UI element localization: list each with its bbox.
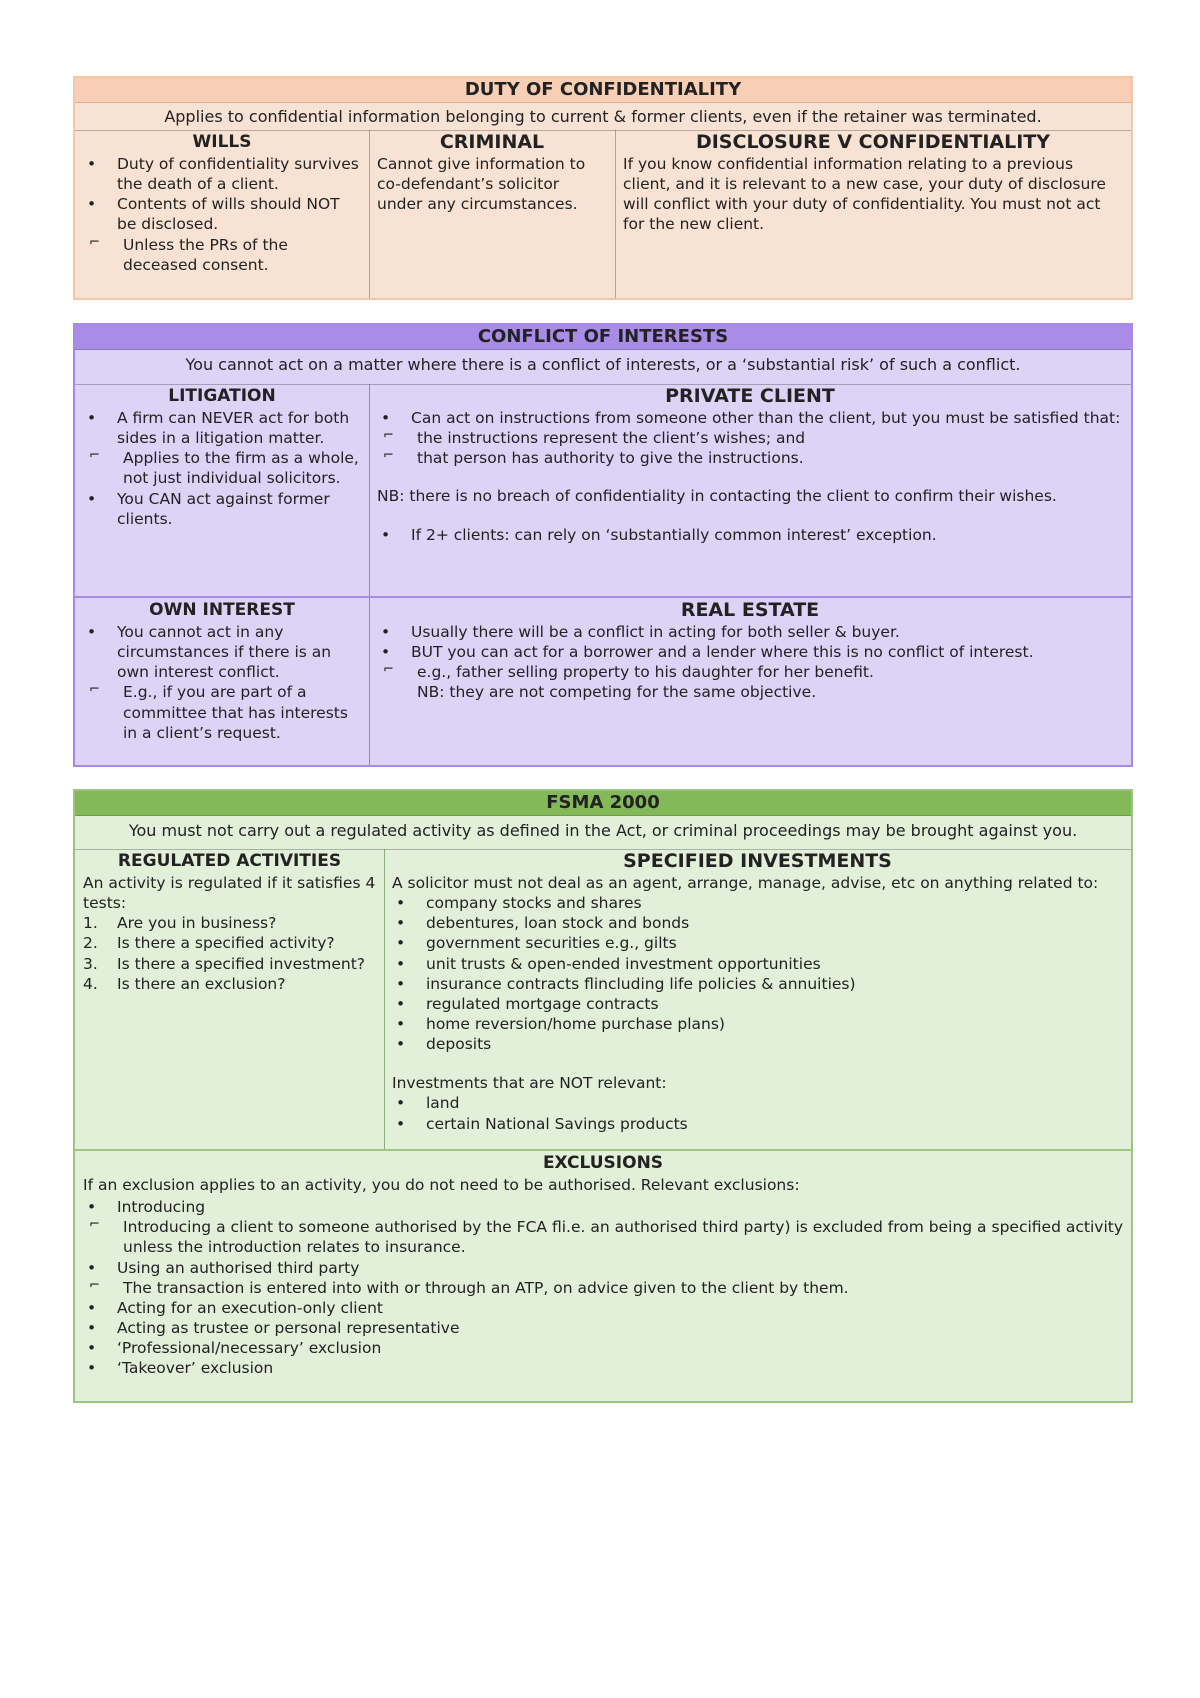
- nb-text: NB: there is no breach of confidentiality in contacting the client to confirm their wishes.: [377, 487, 1057, 506]
- exclusions-heading: EXCLUSIONS: [542, 1153, 664, 1173]
- conflict-of-interests-section: [73, 323, 1133, 767]
- sub-list-item: ⌐ The transaction is entered into with or through an ATP, on advice given to the client by them.: [83, 1278, 1123, 1298]
- criminal-heading: CRIMINAL: [439, 131, 545, 153]
- list-item: 2. Is there a specified activity?: [83, 934, 335, 953]
- list-item: • regulated mortgage contracts: [392, 994, 1123, 1014]
- disclosure-text: If you know confidential information relating to a previous client, and it is relevant to a new case, your duty of disclosure will conflict with your duty of confidentiality. You must not act for the new client.: [623, 155, 1106, 234]
- private-client-column: [369, 384, 1131, 547]
- list-item: • If 2+ clients: can rely on ‘substantially common interest’ exception.: [377, 525, 1123, 545]
- regulated-activities-heading: REGULATED ACTIVITIES: [117, 851, 342, 871]
- sub-list-item: ⌐ Unless the PRs of the deceased consent.: [83, 235, 361, 275]
- list-item: • land: [392, 1093, 1123, 1113]
- sub-list-item: ⌐ E.g., if you are part of a committee that has interests in a client’s request.: [83, 682, 361, 742]
- regulated-text: An activity is regulated if it satisfies 4 tests:: [83, 874, 376, 913]
- list-item: 4. Is there an exclusion?: [83, 974, 286, 993]
- list-item: • Contents of wills should NOT be disclosed.: [83, 194, 361, 234]
- litigation-column: [75, 384, 369, 531]
- list-item: • Acting as trustee or personal representative: [83, 1318, 1123, 1338]
- sub-list-text: e.g., father selling property to his daughter for her benefit.: [417, 663, 874, 682]
- list-item: • Using an authorised third party: [83, 1258, 1123, 1278]
- fsma-2000-section: [73, 789, 1133, 1403]
- section-title: CONFLICT OF INTERESTS: [75, 325, 1131, 350]
- list-item: • ‘Takeover’ exclusion: [83, 1358, 1123, 1378]
- duty-of-confidentiality-section: [73, 76, 1133, 300]
- specified-text: A solicitor must not deal as an agent, arrange, manage, advise, etc on anything related to:: [392, 874, 1099, 892]
- list-item: • government securities e.g., gilts: [392, 933, 1123, 953]
- list-item: • debentures, loan stock and bonds: [392, 913, 1123, 933]
- nb-text: NB: they are not competing for the same objective.: [417, 683, 817, 702]
- list-item: • unit trusts & open-ended investment opportunities: [392, 954, 1123, 974]
- section-title: DUTY OF CONFIDENTIALITY: [75, 78, 1131, 103]
- list-item: • certain National Savings products: [392, 1114, 1123, 1134]
- list-item: • BUT you can act for a borrower and a lender where this is no conflict of interest.: [377, 642, 1123, 662]
- list-item: • company stocks and shares: [392, 893, 1123, 913]
- list-item: • home reversion/home purchase plans): [392, 1014, 1123, 1034]
- not-relevant-label: Investments that are NOT relevant:: [392, 1074, 667, 1093]
- section-title: FSMA 2000: [75, 791, 1131, 816]
- list-item: • insurance contracts flincluding life policies & annuities): [392, 974, 1123, 994]
- list-item: 1. Are you in business?: [83, 914, 277, 933]
- litigation-heading: LITIGATION: [168, 386, 276, 406]
- list-item: • Usually there will be a conflict in acting for both seller & buyer.: [377, 622, 1123, 642]
- private-client-heading: PRIVATE CLIENT: [665, 385, 835, 407]
- specified-investments-column: [384, 849, 1131, 1136]
- sub-list-item: ⌐ the instructions represent the client’s wishes; and: [377, 428, 1123, 448]
- sub-list-item: [377, 662, 1123, 702]
- sub-list-item: ⌐ that person has authority to give the instructions.: [377, 448, 1123, 468]
- list-item: • Can act on instructions from someone other than the client, but you must be satisfied that:: [377, 408, 1123, 428]
- list-item: 3. Is there a specified investment?: [83, 954, 366, 973]
- list-item: • deposits: [392, 1034, 1123, 1054]
- disclosure-column: [615, 130, 1131, 237]
- list-item: • You CAN act against former clients.: [83, 489, 361, 529]
- criminal-text: Cannot give information to co-defendant’s solicitor under any circumstances.: [377, 155, 586, 214]
- wills-column: [75, 130, 369, 277]
- sub-list-item: ⌐ Applies to the firm as a whole, not just individual solicitors.: [83, 448, 361, 488]
- specified-investments-heading: SPECIFIED INVESTMENTS: [623, 850, 892, 872]
- sub-list-item: ⌐ Introducing a client to someone authorised by the FCA fli.e. an authorised third party) is excluded from being a specified activity unless the introduction relates to insurance.: [83, 1217, 1123, 1257]
- regulated-activities-column: [75, 849, 384, 996]
- wills-heading: WILLS: [192, 132, 252, 152]
- section-intro: You must not carry out a regulated activity as defined in the Act, or criminal proceedings may be brought against you.: [75, 816, 1131, 850]
- real-estate-heading: REAL ESTATE: [680, 599, 820, 621]
- list-item: • Acting for an execution-only client: [83, 1298, 1123, 1318]
- real-estate-column: [369, 598, 1131, 705]
- section-intro: Applies to confidential information belonging to current & former clients, even if the retainer was terminated.: [75, 103, 1131, 131]
- list-item: • You cannot act in any circumstances if there is an own interest conflict.: [83, 622, 361, 682]
- list-item: • A firm can NEVER act for both sides in a litigation matter.: [83, 408, 361, 448]
- exclusions-panel: [75, 1151, 1131, 1380]
- exclusions-text: If an exclusion applies to an activity, you do not need to be authorised. Relevant exclusions:: [83, 1176, 800, 1194]
- own-interest-heading: OWN INTEREST: [149, 600, 295, 620]
- list-item: • Duty of confidentiality survives the death of a client.: [83, 154, 361, 194]
- disclosure-heading: DISCLOSURE V CONFIDENTIALITY: [695, 131, 1051, 153]
- list-item: • ‘Professional/necessary’ exclusion: [83, 1338, 1123, 1358]
- own-interest-column: [75, 598, 369, 745]
- list-item: • Introducing: [83, 1197, 1123, 1217]
- section-intro: You cannot act on a matter where there is a conflict of interests, or a ‘substantial risk’ of such a conflict.: [75, 350, 1131, 385]
- criminal-column: [369, 130, 615, 216]
